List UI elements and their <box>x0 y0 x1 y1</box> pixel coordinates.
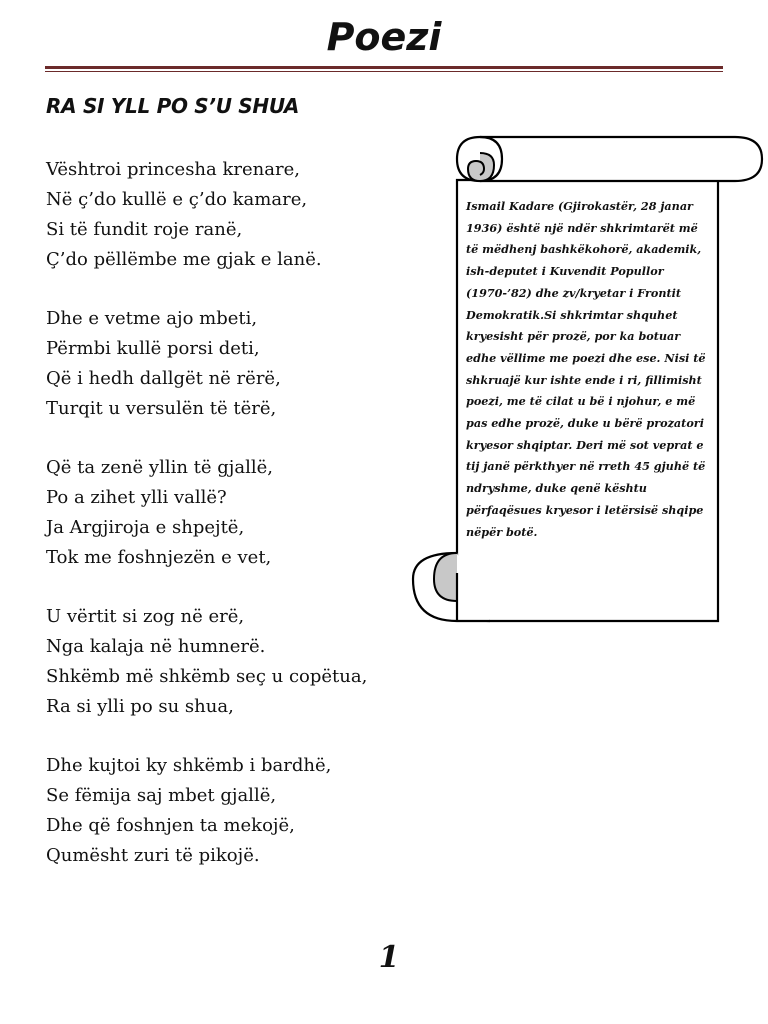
poem-line: U vërtit si zog në erë, <box>46 606 245 627</box>
poem-line: Që i hedh dallgët në rërë, <box>46 368 281 389</box>
poem-stanza-3 <box>46 453 436 573</box>
page-number: 1 <box>378 940 400 975</box>
poem-title: RA SI YLL PO S’U SHUA <box>46 94 300 118</box>
title-divider-thin <box>45 71 723 72</box>
poem-stanza-1 <box>46 155 436 275</box>
poem-line: Ra si ylli po su shua, <box>46 696 234 717</box>
poem-line: Në ç’do kullë e ç’do kamare, <box>46 189 308 210</box>
poem-line: Po a zihet ylli vallë? <box>46 487 227 508</box>
poem-line: Qumësht zuri të pikojë. <box>46 845 260 866</box>
poem-line: Ç’do pëllëmbe me gjak e lanë. <box>46 249 322 270</box>
poem-stanza-2 <box>46 304 436 424</box>
poem-line: Ja Argjiroja e shpejtë, <box>46 517 245 538</box>
poem-line: Dhe e vetme ajo mbeti, <box>46 308 258 329</box>
poem-line: Shkëmb më shkëmb seç u copëtua, <box>46 666 368 687</box>
poem-stanza-5 <box>46 751 436 871</box>
author-bio: Ismail Kadare (Gjirokastër, 28 janar 1936) është një ndër shkrimtarët më të mëdhenj bashkëkohorë, akademik, ish-deputet i Kuvendit Popullor (1970-’82) dhe zv/kryetar i Frontit Demokratik.Si shkrimtar shquhet kryesisht për prozë, por ka botuar edhe vëllime me poezi dhe ese. Nisi të shkruajë kur ishte ende i ri, fillimisht poezi, me të cilat u bë i njohur, e më pas edhe prozë, duke u bërë prozatori kryesor shqiptar. Deri më sot veprat e tij janë përkthyer në rreth 45 gjuhë të ndryshme, duke qenë kështu përfaqësues kryesor i letërsisë shqipe nëpër botë. <box>466 199 706 539</box>
poem-line: Dhe kujtoi ky shkëmb i bardhë, <box>46 755 332 776</box>
poem-stanza-4 <box>46 602 436 722</box>
title-divider <box>45 66 723 69</box>
poem-line: Tok me foshnjezën e vet, <box>46 547 272 568</box>
poem-line: Se fëmija saj mbet gjallë, <box>46 785 277 806</box>
poem-line: Përmbi kullë porsi deti, <box>46 338 260 359</box>
poem-line: Vështroi princesha krenare, <box>46 159 300 180</box>
poem-line: Që ta zenë yllin të gjallë, <box>46 457 274 478</box>
poem-line: Nga kalaja në humnerë. <box>46 636 266 657</box>
poem-line: Turqit u versulën të tërë, <box>46 398 277 419</box>
page-title: Poezi <box>326 15 442 59</box>
poem-line: Dhe që foshnjen ta mekojë, <box>46 815 295 836</box>
poem-body <box>46 155 436 900</box>
poem-line: Si të fundit roje ranë, <box>46 219 243 240</box>
